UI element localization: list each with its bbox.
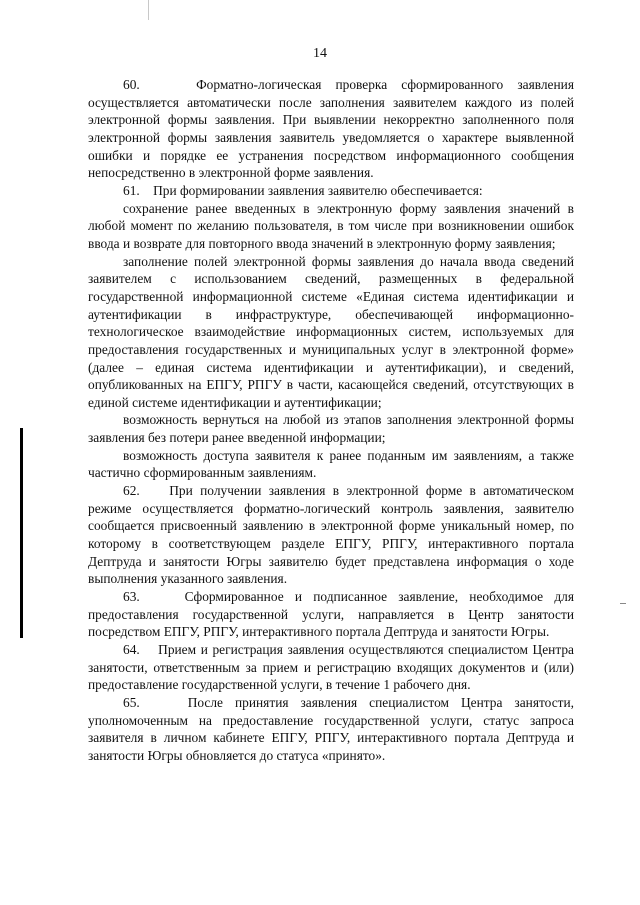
paragraph-63: 63. Сформированное и подписанное заявление, необходимое для предоставления государственной услуги, направляется в Центр занятости посредством ЕПГУ, РПГУ, интерактивного портала Дептруда и занятости Югры.: [88, 589, 574, 640]
paragraph-61-item-4: возможность доступа заявителя к ранее поданным им заявлениям, а также частично сформированным заявлениям.: [88, 447, 574, 481]
paragraph-61-item-3: возможность вернуться на любой из этапов заполнения электронной формы заявления без потери ранее введенной информации;: [88, 412, 574, 446]
scan-artifact-right-dash: [620, 603, 626, 604]
document-body: [88, 76, 574, 765]
paragraph-61-item-1: сохранение ранее введенных в электронную форму заявления значений в любой момент по желанию пользователя, в том числе при возникновении ошибок ввода и возврате для повторного ввода значений в электронную форму заявления;: [88, 200, 574, 251]
paragraph-64: 64. Прием и регистрация заявления осуществляются специалистом Центра занятости, ответственным за прием и регистрацию входящих документов и (или) предоставление государственной услуги, в течение 1 рабочего дня.: [88, 642, 574, 693]
paragraph-65: 65. После принятия заявления специалистом Центра занятости, уполномоченным на предоставление государственной услуги, статус запроса заявителя в личном кабинете ЕПГУ, РПГУ, интерактивного портала Дептруда и занятости Югры обновляется до статуса «принято».: [88, 694, 574, 763]
scan-artifact-left-bar: [20, 428, 23, 638]
page-number: 14: [313, 46, 327, 61]
paragraph-62: 62. При получении заявления в электронной форме в автоматическом режиме осуществляется форматно-логический контроль заявления, заявителю сообщается присвоенный заявлению в электронной форме уникальный номер, по которому в соответствующем разделе ЕПГУ, РПГУ, интерактивного портала Дептруда и занятости Югры заявителю будет представлена информация о ходе выполнения указанного заявления.: [88, 483, 574, 587]
scan-artifact-top: [148, 0, 149, 20]
paragraph-61-item-2: заполнение полей электронной формы заявления до начала ввода сведений заявителем с использованием сведений, размещенных в федеральной государственной информационной системе «Единая система идентификации и аутентификации в инфраструктуре, обеспечивающей информационно-технологическое взаимодействие информационных систем, используемых для предоставления государственных и муниципальных услуг в электронной форме» (далее – единая система идентификации и аутентификации), и сведений, опубликованных на ЕПГУ, РПГУ в части, касающейся сведений, отсутствующих в единой системе идентификации и аутентификации;: [88, 253, 574, 410]
paragraph-61: 61. При формировании заявления заявителю обеспечивается:: [123, 182, 483, 198]
paragraph-60: 60. Форматно-логическая проверка сформированного заявления осуществляется автоматически после заполнения заявителем каждого из полей электронной формы заявления. При выявлении некорректно заполненного поля электронной формы заявления заявитель уведомляется о характере выявленной ошибки и порядке ее устранения посредством информационного сообщения непосредственно в электронной форме заявления.: [88, 77, 574, 181]
